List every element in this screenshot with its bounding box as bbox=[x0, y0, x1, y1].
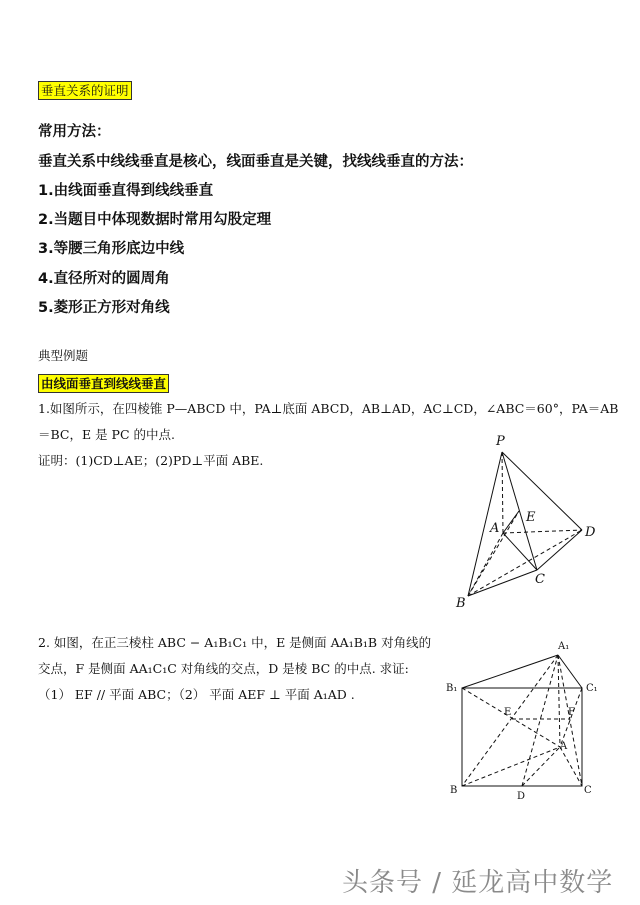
label-a: A bbox=[560, 741, 568, 752]
label-a: A bbox=[490, 521, 500, 536]
label-c1: C₁ bbox=[586, 683, 598, 694]
label-a1: A₁ bbox=[558, 641, 570, 652]
edge-a1c1 bbox=[558, 655, 582, 688]
method-item-1: 1.由线面垂直得到线线垂直 bbox=[38, 183, 214, 199]
edge-ad bbox=[503, 530, 582, 533]
edge-a1a bbox=[558, 655, 560, 747]
examples-label: 典型例题 bbox=[38, 348, 89, 363]
edge-ba bbox=[462, 747, 560, 786]
title-box-label: 垂直关系的证明 bbox=[38, 81, 132, 100]
edge-ae bbox=[503, 511, 519, 533]
problem1-line1: 1.如图所示，在四棱锥 P—ABCD 中，PA⊥底面 ABCD，AB⊥AD，AC⊥CD，∠ABC＝60°，PA＝AB bbox=[38, 401, 619, 416]
methods-heading: 常用方法： bbox=[38, 124, 111, 140]
label-d: D bbox=[585, 525, 596, 540]
problem1-line3: 证明：(1)CD⊥AE；(2)PD⊥平面 ABE. bbox=[38, 453, 264, 468]
label-c: C bbox=[584, 785, 592, 796]
edge-cd bbox=[537, 530, 582, 570]
label-p: P bbox=[496, 434, 505, 449]
label-b: B bbox=[456, 596, 466, 611]
method-item-4: 4.直径所对的圆周角 bbox=[38, 271, 170, 287]
title-box bbox=[38, 80, 132, 99]
watermark: 头条号 / 延龙高中数学 bbox=[342, 868, 614, 898]
method-item-2: 2.当题目中体现数据时常用勾股定理 bbox=[38, 212, 272, 228]
label-b1: B₁ bbox=[446, 683, 458, 694]
method-item-3: 3.等腰三角形底边中线 bbox=[38, 241, 185, 257]
methods-intro: 垂直关系中线线垂直是核心，线面垂直是关键，找线线垂直的方法： bbox=[38, 154, 473, 170]
method-item-5: 5.菱形正方形对角线 bbox=[38, 300, 170, 316]
edge-pa bbox=[502, 452, 503, 533]
problem2-line1: 2. 如图，在正三棱柱 ABC − A₁B₁C₁ 中，E 是侧面 AA₁B₁B 对角线的 bbox=[38, 635, 432, 650]
label-b: B bbox=[450, 785, 458, 796]
edge-b1a1 bbox=[462, 655, 558, 688]
problem1-line2: ＝BC，E 是 PC 的中点. bbox=[38, 427, 175, 442]
edge-bc bbox=[468, 570, 537, 596]
edge-bd bbox=[468, 530, 582, 596]
label-e: E bbox=[526, 510, 536, 525]
label-c: C bbox=[535, 572, 545, 587]
label-e: E bbox=[504, 707, 512, 718]
prism-figure bbox=[440, 635, 610, 805]
problem2-line2: 交点，F 是侧面 AA₁C₁C 对角线的交点，D 是棱 BC 的中点. 求证: bbox=[38, 661, 409, 676]
section-box bbox=[38, 373, 169, 392]
label-f: F bbox=[568, 707, 575, 718]
edge-da1 bbox=[522, 655, 558, 786]
diag-a1b bbox=[462, 655, 558, 786]
section-box-label: 由线面垂直到线线垂直 bbox=[38, 374, 169, 393]
problem2-line3: （1） EF // 平面 ABC；（2） 平面 AEF ⊥ 平面 A₁AD . bbox=[38, 687, 355, 702]
label-d: D bbox=[517, 791, 526, 802]
edge-da bbox=[522, 747, 560, 786]
pyramid-figure bbox=[440, 430, 610, 615]
diag-a1c bbox=[558, 655, 582, 786]
